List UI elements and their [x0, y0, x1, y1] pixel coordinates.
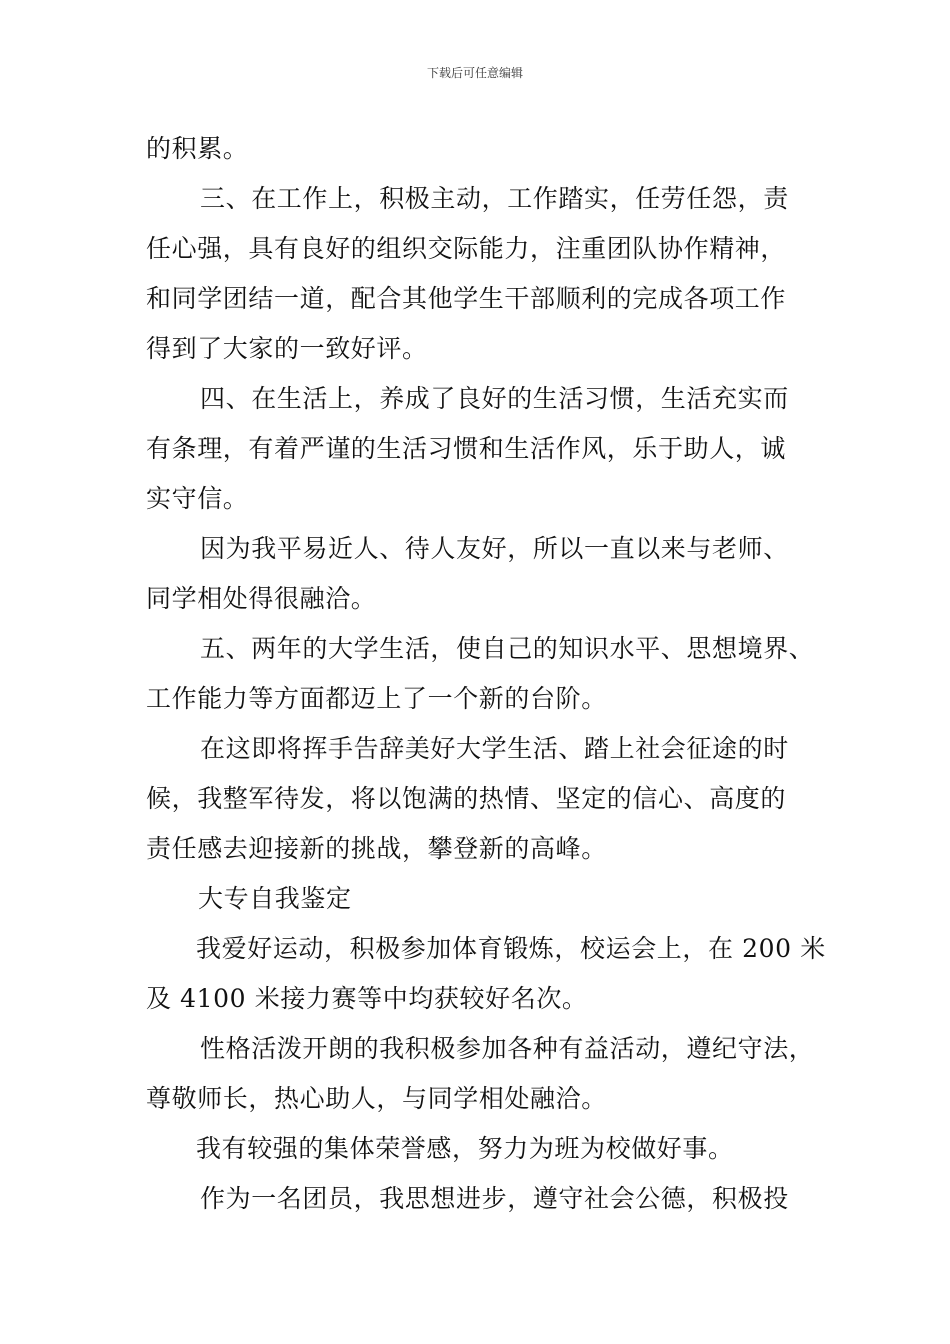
text-line: 因为我平易近人、待人友好，所以一直以来与老师、	[200, 534, 789, 563]
text-line: 任心强，具有良好的组织交际能力，注重团队协作精神，	[146, 234, 787, 263]
text-line: 实守信。	[146, 484, 249, 513]
text-line: 及 4100 米接力赛等中均获较好名次。	[146, 984, 588, 1013]
page-header: 下载后可任意编辑	[426, 66, 523, 80]
text-line: 三、在工作上，积极主动，工作踏实，任劳任怨，责	[200, 184, 789, 213]
text-line: 得到了大家的一致好评。	[146, 334, 428, 363]
text-line: 有条理，有着严谨的生活习惯和生活作风，乐于助人，诚	[146, 434, 787, 463]
text-line: 我爱好运动，积极参加体育锻炼，校运会上，在 200 米	[196, 934, 826, 963]
text-line: 同学相处得很融洽。	[146, 584, 377, 613]
text-line: 工作能力等方面都迈上了一个新的台阶。	[146, 684, 607, 713]
text-line: 在这即将挥手告辞美好大学生活、踏上社会征途的时	[200, 734, 789, 763]
text-line: 的积累。	[146, 134, 249, 163]
text-line: 和同学团结一道，配合其他学生干部顺利的完成各项工作	[146, 284, 787, 313]
text-line: 四、在生活上，养成了良好的生活习惯，生活充实而	[200, 384, 789, 413]
text-line: 尊敬师长，热心助人，与同学相处融洽。	[146, 1084, 607, 1113]
text-line: 性格活泼开朗的我积极参加各种有益活动，遵纪守法，	[200, 1034, 815, 1063]
text-line: 五、两年的大学生活，使自己的知识水平、思想境界、	[200, 634, 815, 663]
text-line: 候，我整军待发，将以饱满的热情、坚定的信心、高度的	[146, 784, 787, 813]
text-line: 责任感去迎接新的挑战，攀登新的高峰。	[146, 834, 607, 863]
text-line: 我有较强的集体荣誉感，努力为班为校做好事。	[196, 1134, 734, 1163]
text-line: 作为一名团员，我思想进步，遵守社会公德，积极投	[200, 1184, 789, 1213]
section-heading: 大专自我鉴定	[198, 884, 352, 913]
